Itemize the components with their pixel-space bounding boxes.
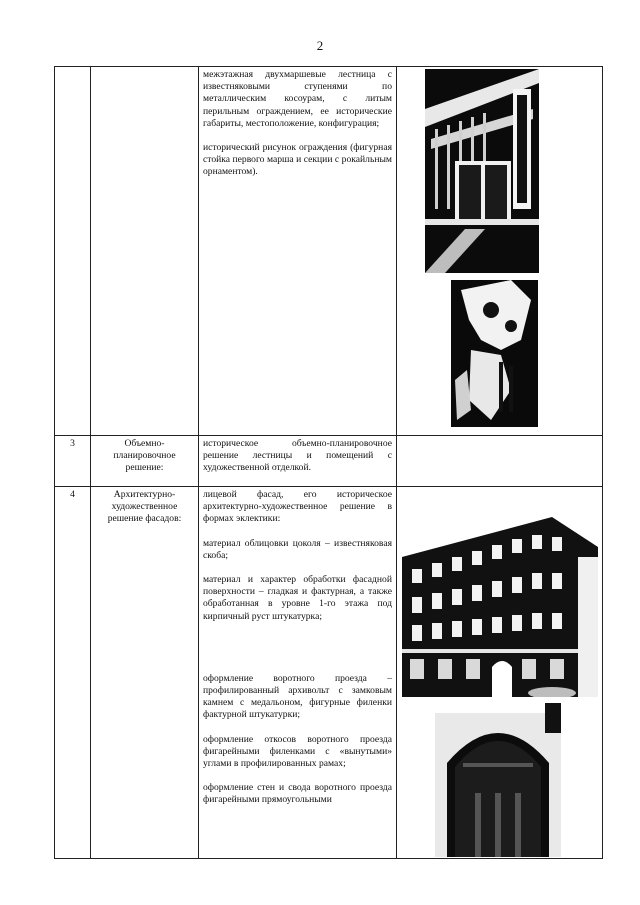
description-paragraph: оформление откосов воротного проезда фигарейными филенками с «вынутыми» углами в профилированных рамах; — [203, 733, 392, 770]
feature-name-cell — [91, 67, 199, 436]
description-paragraph: материал облицовки цоколя – известняковая скоба; — [203, 537, 392, 561]
feature-description-cell — [199, 436, 397, 487]
facade-photo — [402, 517, 598, 697]
description-paragraph: межэтажная двухмаршевые лестница с известняковыми ступенями по металлическим косоурам, с литым перильным ограждением, ее исторические габариты, местоположение, конфигурация; — [203, 69, 392, 129]
photo-cell — [397, 487, 603, 859]
railing-detail-photo — [451, 280, 538, 427]
description-paragraph: оформление стен и свода воротного проезда фигарейными прямоугольными — [203, 782, 392, 806]
row-number-cell — [55, 67, 91, 436]
table-row — [55, 487, 603, 859]
table-row — [55, 67, 603, 436]
table-row — [55, 436, 603, 487]
photo-cell — [397, 67, 603, 436]
photo-cell — [397, 436, 603, 487]
feature-name-cell: Архитектурно-художественное решение фасадов: — [91, 487, 199, 859]
staircase-photo — [425, 69, 539, 273]
feature-description-cell — [199, 487, 397, 859]
page-number: 2 — [316, 38, 324, 53]
feature-name-cell: Объемно-планировочное решение: — [91, 436, 199, 487]
monument-features-table — [54, 66, 603, 859]
row-number-cell: 4 — [55, 487, 91, 859]
description-paragraph: историческое объемно-планировочное решение лестницы и помещений с художественной отделкой. — [203, 438, 392, 474]
description-paragraph: материал и характер обработки фасадной поверхности – гладкая и фактурная, а также обработанная в уровне 1-го этажа под кирпичный руст штукатурка; — [203, 574, 392, 622]
description-paragraph: лицевой фасад, его историческое архитектурно-художественное решение в формах эклектики: — [203, 489, 392, 525]
feature-description-cell — [199, 67, 397, 436]
gateway-photo — [435, 703, 561, 857]
description-paragraph: оформление воротного проезда – профилированный архивольт с замковым камнем с медальоном, фигурные филенки фактурной штукатурки; — [203, 672, 392, 721]
row-number-cell: 3 — [55, 436, 91, 487]
description-paragraph: исторический рисунок ограждения (фигурная стойка первого марша и секции с рокайльным орнаментом). — [203, 142, 392, 178]
